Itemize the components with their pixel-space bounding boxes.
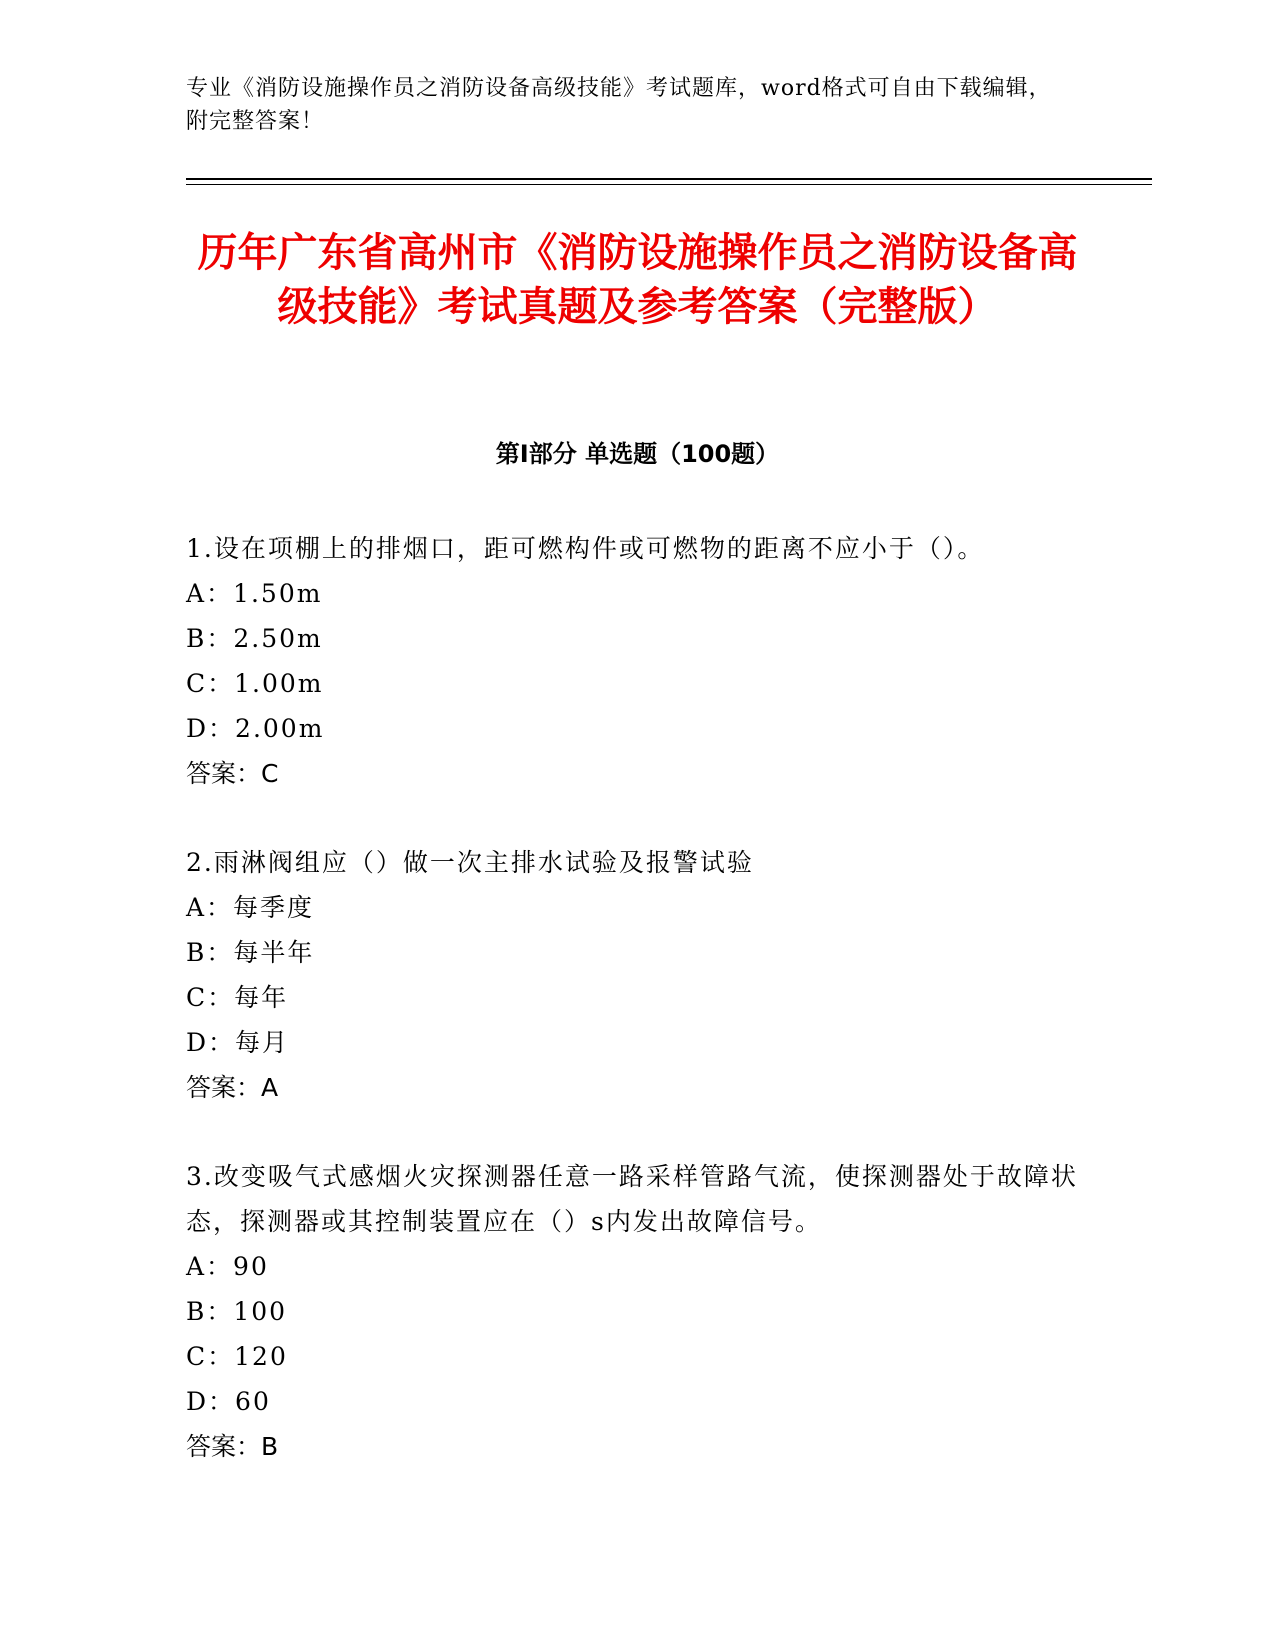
option-a: A：1.50m <box>186 579 323 608</box>
question-list <box>186 526 1086 1513</box>
question-stem: 2.雨淋阀组应（）做一次主排水试验及报警试验 <box>186 848 754 877</box>
answer: 答案：B <box>186 1432 279 1461</box>
option-d: D：2.00m <box>186 714 325 743</box>
option-b: B：2.50m <box>186 624 323 653</box>
question-stem: 3.改变吸气式感烟火灾探测器任意一路采样管路气流，使探测器处于故障状态，探测器或其控制装置应在（）s内发出故障信号。 <box>186 1162 1078 1236</box>
question-1 <box>186 526 1086 796</box>
option-b: B：每半年 <box>186 938 315 967</box>
option-c: C：每年 <box>186 983 289 1012</box>
question-stem: 1.设在项棚上的排烟口，距可燃构件或可燃物的距离不应小于（）。 <box>186 534 985 563</box>
option-c: C：120 <box>186 1342 288 1371</box>
answer: 答案：A <box>186 1073 279 1102</box>
option-c: C：1.00m <box>186 669 324 698</box>
document-title: 历年广东省高州市《消防设施操作员之消防设备高级技能》考试真题及参考答案（完整版） <box>197 230 1078 330</box>
answer: 答案：C <box>186 759 279 788</box>
option-b: B：100 <box>186 1297 288 1326</box>
section-heading: 第Ⅰ部分 单选题（100题） <box>495 440 780 468</box>
option-a: A：90 <box>186 1252 269 1281</box>
question-2 <box>186 840 1086 1110</box>
header-rule-thin <box>186 184 1152 185</box>
option-d: D：每月 <box>186 1028 290 1057</box>
option-d: D：60 <box>186 1387 271 1416</box>
header-rule-thick <box>186 178 1152 180</box>
question-3 <box>186 1154 1086 1469</box>
header-note: 专业《消防设施操作员之消防设备高级技能》考试题库，word格式可自由下载编辑，附完整答案！ <box>186 76 1052 134</box>
option-a: A：每季度 <box>186 893 315 922</box>
